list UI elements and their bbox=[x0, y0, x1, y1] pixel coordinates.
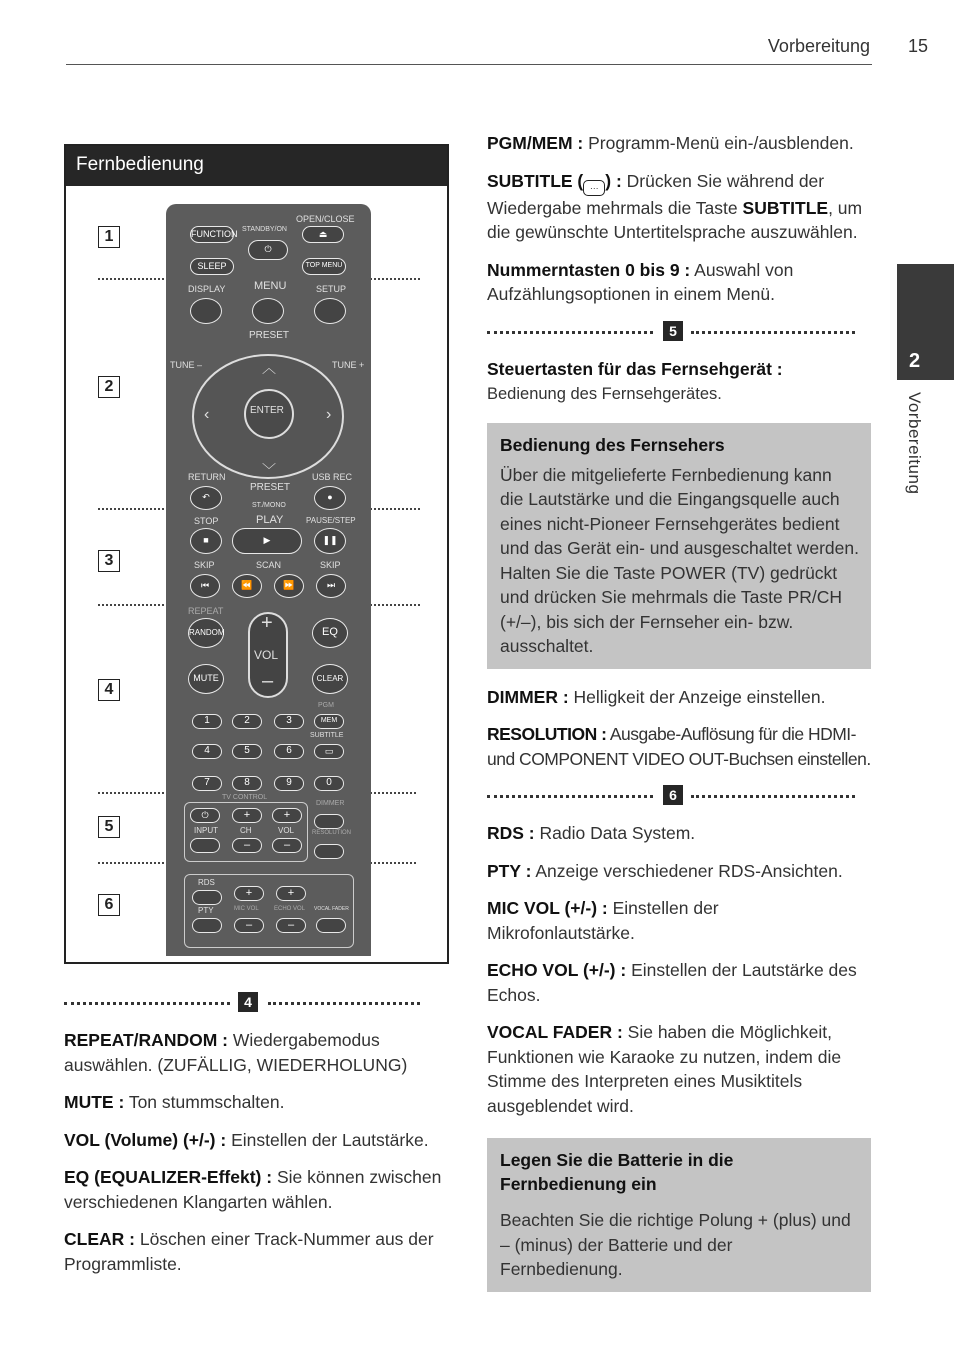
running-head bbox=[0, 36, 954, 66]
description: Sie haben die Möglichkeit, Funktionen wie Karaoke zu nutzen, indem die Stimme des Interpreten eines Musiktitels ausgeblendet wird. bbox=[487, 1022, 842, 1116]
right-column bbox=[487, 131, 871, 1292]
chevron-right-icon: › bbox=[326, 406, 332, 423]
vocal-fader-label: VOCAL FADER bbox=[314, 906, 349, 912]
definition-mic-vol bbox=[487, 896, 871, 945]
description: Auswahl von Aufzählungsoptionen in einem Menü. bbox=[487, 259, 794, 304]
header-section-title: Vorbereitung bbox=[767, 36, 870, 56]
term: Nummerntasten 0 bis 9 : bbox=[487, 259, 691, 280]
stop-label: STOP bbox=[194, 516, 219, 526]
section-6-badge: 6 bbox=[663, 785, 683, 805]
return-label: RETURN bbox=[188, 472, 226, 482]
description: Ton stummschalten. bbox=[128, 1092, 285, 1112]
term-end: ) : bbox=[605, 170, 622, 191]
definition-rds bbox=[487, 821, 871, 846]
mute-button: MUTE bbox=[188, 664, 224, 694]
preset-top-label: PRESET bbox=[249, 330, 290, 341]
preset-bottom-label: PRESET bbox=[250, 482, 291, 493]
eq-button: EQ bbox=[312, 618, 348, 648]
pause-step-label: PAUSE/STEP bbox=[306, 516, 356, 525]
description: Ausgabe-Auflösung für die HDMI- und COMPONENT VIDEO OUT-Buchsen einstellen. bbox=[487, 724, 871, 769]
usb-rec-label: USB REC bbox=[312, 472, 353, 482]
term: EQ (EQUALIZER-Effekt) : bbox=[64, 1167, 273, 1187]
chapter-label bbox=[900, 392, 930, 512]
function-button: FUNCTION bbox=[190, 226, 234, 243]
note-body: Beachten Sie die richtige Polung + (plus) und – (minus) der Batterie und der Fernbedienung. bbox=[500, 1210, 851, 1279]
definition-vocal-fader bbox=[487, 1020, 871, 1118]
skip-forward-icon: ⏭ bbox=[316, 574, 346, 598]
enter-label: ENTER bbox=[250, 405, 284, 416]
rds-button bbox=[192, 890, 222, 905]
term: CLEAR : bbox=[64, 1229, 135, 1249]
sleep-button: SLEEP bbox=[190, 258, 234, 275]
menu-button bbox=[252, 298, 284, 324]
vol-label: VOL bbox=[254, 648, 279, 662]
chevron-down-icon: ﹀ bbox=[262, 462, 276, 478]
ch-label: CH bbox=[240, 826, 252, 835]
description: Helligkeit der Anzeige einstellen. bbox=[573, 686, 826, 707]
term: PTY : bbox=[487, 860, 532, 881]
digit-button: 7 bbox=[192, 776, 222, 791]
description: Einstellen der Mikrofonlautstärke. bbox=[487, 898, 719, 943]
display-button bbox=[190, 298, 222, 324]
description: Einstellen der Lautstärke. bbox=[231, 1129, 429, 1150]
setup-button bbox=[314, 298, 346, 324]
mic-vol-label: MIC VOL bbox=[234, 906, 259, 912]
dotted-separator bbox=[487, 795, 653, 798]
dotted-separator bbox=[691, 795, 855, 798]
tv-vol-plus-icon: + bbox=[272, 808, 302, 823]
term: MIC VOL (+/-) : bbox=[487, 898, 608, 918]
key-name: SUBTITLE bbox=[742, 197, 829, 218]
definition-resolution bbox=[487, 722, 871, 771]
clear-button: CLEAR bbox=[312, 664, 348, 694]
standby-label: STANDBY/ON bbox=[242, 226, 287, 233]
definition-vol bbox=[64, 1128, 450, 1153]
note-body: Über die mitgelieferte Fernbedienung kann die Lautstärke und die Eingangsquelle auch eines nicht-Pioneer Fernsehgerätes bedient und das Gerät ein- und ausgeschaltet werden. Halten Sie die Taste POWER (TV) gedrückt und drücken Sie mehrmals die Taste PR/CH (+/–), bis sich der Fernseher ein- bzw. ausschaltet. bbox=[500, 464, 859, 656]
description: Sie können zwischen verschiedenen Klangarten wählen. bbox=[64, 1167, 442, 1212]
play-label: PLAY bbox=[256, 514, 284, 526]
pgm-label: PGM bbox=[318, 702, 334, 709]
term: MUTE : bbox=[64, 1092, 125, 1112]
plus-icon: + bbox=[261, 612, 273, 634]
resolution-label: RESOLUTION bbox=[312, 830, 352, 836]
note-tv-operation bbox=[487, 423, 871, 669]
description: Einstellen der Lautstärke des Echos. bbox=[487, 960, 857, 1005]
play-icon: ▶ bbox=[232, 528, 302, 554]
chapter-number: 2 bbox=[909, 350, 921, 372]
top-menu-button: TOP MENU bbox=[302, 258, 346, 275]
section-5-badge: 5 bbox=[663, 321, 683, 341]
note-title: Bedienung des Fernsehers bbox=[500, 434, 725, 455]
skip-left-label: SKIP bbox=[194, 560, 215, 570]
description: Anzeige verschiedener RDS-Ansichten. bbox=[535, 860, 843, 881]
pty-label: PTY bbox=[198, 906, 214, 915]
menu-label: MENU bbox=[254, 280, 287, 292]
definition-echo-vol bbox=[487, 958, 871, 1007]
digit-button: 3 bbox=[274, 714, 304, 729]
term: SUBTITLE ( bbox=[487, 170, 584, 191]
term: RDS : bbox=[487, 823, 535, 843]
resolution-button bbox=[314, 844, 344, 859]
ch-minus-icon: – bbox=[232, 838, 262, 853]
random-button: RANDOM bbox=[188, 618, 224, 648]
callout-5: 5 bbox=[98, 816, 120, 838]
chapter-tab bbox=[897, 264, 954, 380]
eject-icon: ⏏ bbox=[302, 226, 344, 243]
chevron-left-icon: ‹ bbox=[204, 406, 210, 423]
term: PGM/MEM : bbox=[487, 133, 584, 153]
remote-control-illustration bbox=[166, 204, 371, 956]
term: ECHO VOL (+/-) : bbox=[487, 960, 627, 980]
vocal-fader-button bbox=[316, 918, 346, 933]
digit-button: 4 bbox=[192, 744, 222, 759]
definition-pgm-mem bbox=[487, 131, 871, 156]
return-icon: ↶ bbox=[190, 486, 222, 510]
navigation-pad bbox=[192, 354, 344, 479]
input-label: INPUT bbox=[194, 826, 218, 835]
mic-vol-plus-icon: + bbox=[234, 886, 264, 901]
volume-rocker bbox=[248, 612, 288, 698]
term: DIMMER : bbox=[487, 686, 569, 707]
rds-label: RDS bbox=[198, 878, 215, 887]
digit-button: 2 bbox=[232, 714, 262, 729]
fast-forward-icon: ⏩ bbox=[274, 574, 304, 598]
description: Programm-Menü ein-/ausblenden. bbox=[588, 133, 854, 153]
definition-tv-keys bbox=[487, 357, 871, 407]
term: RESOLUTION : bbox=[487, 724, 607, 744]
term: VOCAL FADER : bbox=[487, 1022, 623, 1042]
stereo-mono-label: ST./MONO bbox=[252, 502, 286, 509]
tune-plus-label: TUNE + bbox=[332, 360, 365, 370]
tv-vol-minus-icon: – bbox=[272, 838, 302, 853]
chevron-up-icon: ︿ bbox=[262, 360, 276, 376]
display-label: DISPLAY bbox=[188, 284, 226, 294]
digit-button: 9 bbox=[274, 776, 304, 791]
echo-vol-plus-icon: + bbox=[276, 886, 306, 901]
tune-minus-label: TUNE – bbox=[170, 360, 203, 370]
term: REPEAT/RANDOM : bbox=[64, 1030, 228, 1050]
figure-title: Fernbedienung bbox=[66, 146, 447, 186]
pause-icon: ❚❚ bbox=[314, 528, 346, 554]
power-icon: ⏻ bbox=[248, 240, 288, 260]
term: Steuertasten für das Fernsehgerät : bbox=[487, 358, 783, 379]
digit-button: 0 bbox=[314, 776, 344, 791]
digit-button: 6 bbox=[274, 744, 304, 759]
definition-subtitle bbox=[487, 169, 871, 245]
description: Löschen einer Track-Nummer aus der Programmliste. bbox=[64, 1229, 434, 1274]
definition-eq bbox=[64, 1165, 450, 1214]
echo-vol-minus-icon: – bbox=[276, 918, 306, 933]
description-end: , um die gewünschte Untertitelsprache auszuwählen. bbox=[487, 197, 863, 242]
callout-1: 1 bbox=[98, 226, 120, 248]
dotted-separator bbox=[268, 1002, 420, 1005]
description: Drücken Sie während der Wiedergabe mehrmals die Taste bbox=[487, 170, 825, 218]
subtitle-icon: … bbox=[583, 180, 605, 196]
dotted-separator bbox=[487, 331, 653, 334]
skip-back-icon: ⏮ bbox=[190, 574, 220, 598]
note-battery bbox=[487, 1138, 871, 1292]
header-rule bbox=[66, 64, 872, 65]
ch-plus-icon: + bbox=[232, 808, 262, 823]
page-number: 15 bbox=[907, 36, 928, 56]
dimmer-button bbox=[314, 814, 344, 829]
mic-vol-minus-icon: – bbox=[234, 918, 264, 933]
section-5-separator bbox=[487, 321, 871, 345]
setup-label: SETUP bbox=[316, 284, 347, 294]
tv-power-icon: ⏻ bbox=[190, 808, 220, 823]
description: Bedienung des Fernsehgerätes. bbox=[487, 385, 722, 403]
callout-3: 3 bbox=[98, 550, 120, 572]
left-column bbox=[64, 986, 450, 1289]
stop-icon: ■ bbox=[190, 528, 222, 554]
subtitle-icon: ▭ bbox=[314, 744, 344, 759]
digit-button: 8 bbox=[232, 776, 262, 791]
rewind-icon: ⏪ bbox=[232, 574, 262, 598]
definition-pty bbox=[487, 859, 871, 884]
tv-control-label: TV CONTROL bbox=[222, 794, 268, 801]
skip-right-label: SKIP bbox=[320, 560, 341, 570]
note-title: Legen Sie die Batterie in die Fernbedienung ein bbox=[500, 1150, 734, 1194]
definition-repeat-random bbox=[64, 1028, 450, 1077]
dimmer-label: DIMMER bbox=[316, 800, 345, 807]
subtitle-label: SUBTITLE bbox=[310, 732, 344, 739]
callout-4: 4 bbox=[98, 679, 120, 701]
chapter-label-text: Vorbereitung bbox=[905, 392, 924, 495]
minus-icon: – bbox=[262, 670, 274, 692]
description: Radio Data System. bbox=[539, 823, 696, 843]
definition-clear bbox=[64, 1227, 450, 1276]
dotted-separator bbox=[64, 1002, 230, 1005]
description: Wiedergabemodus auswählen. (ZUFÄLLIG, WIEDERHOLUNG) bbox=[64, 1030, 408, 1075]
section-6-separator bbox=[487, 785, 871, 809]
definition-number-keys bbox=[487, 258, 871, 307]
term: VOL (Volume) (+/-) : bbox=[64, 1129, 227, 1150]
open-close-label: OPEN/CLOSE bbox=[296, 214, 355, 224]
pty-button bbox=[192, 918, 222, 933]
callout-6: 6 bbox=[98, 894, 120, 916]
remote-figure bbox=[64, 144, 449, 964]
scan-label: SCAN bbox=[256, 560, 282, 570]
echo-vol-label: ECHO VOL bbox=[274, 906, 306, 912]
input-button bbox=[190, 838, 220, 853]
digit-button: 5 bbox=[232, 744, 262, 759]
record-icon: ● bbox=[314, 486, 346, 510]
callout-2: 2 bbox=[98, 376, 120, 398]
repeat-label: REPEAT bbox=[188, 606, 224, 616]
definition-mute bbox=[64, 1090, 450, 1115]
enter-button bbox=[244, 389, 294, 439]
dotted-separator bbox=[691, 331, 855, 334]
definition-dimmer bbox=[487, 685, 871, 710]
mem-button: MEM bbox=[314, 714, 344, 729]
digit-button: 1 bbox=[192, 714, 222, 729]
tv-vol-label: VOL bbox=[278, 826, 295, 835]
section-4-separator bbox=[64, 992, 450, 1016]
section-4-badge: 4 bbox=[238, 992, 258, 1012]
